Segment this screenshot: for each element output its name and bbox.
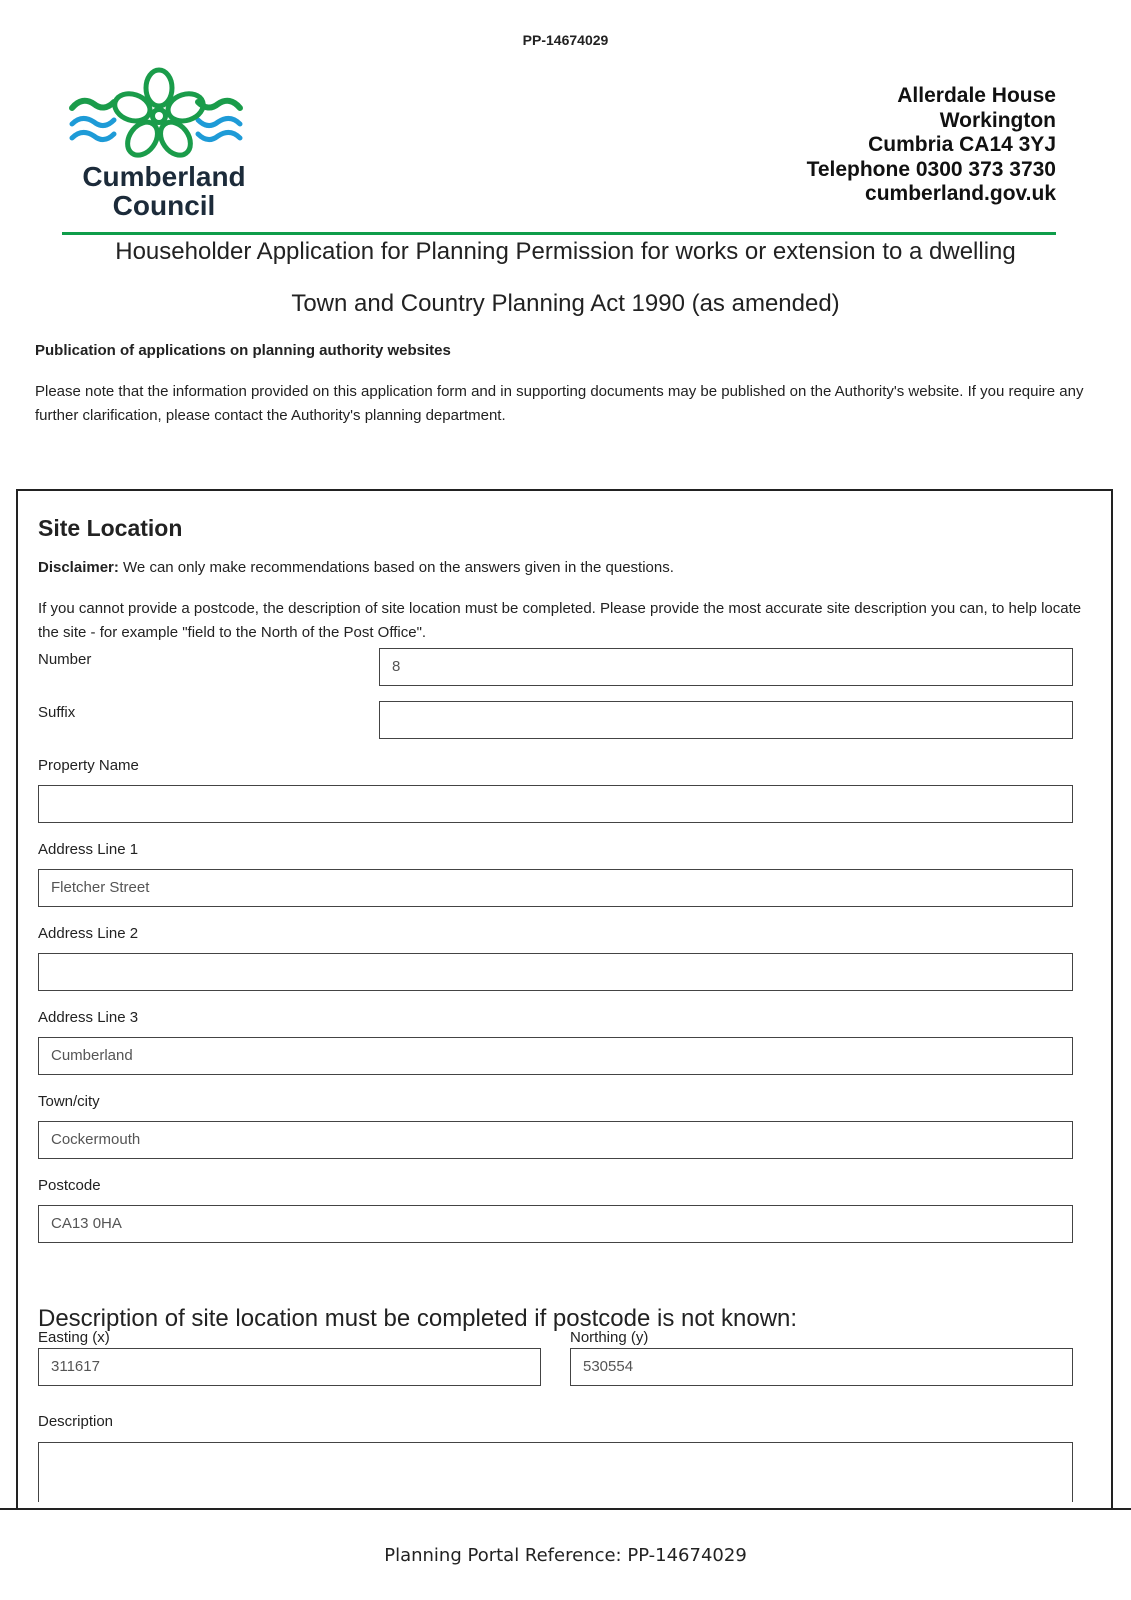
description-field[interactable] xyxy=(38,1442,1073,1502)
council-name-line1: Cumberland xyxy=(82,161,246,192)
description-heading: Description of site location must be completed if postcode is not known: xyxy=(38,1305,798,1332)
page-title: Householder Application for Planning Permission for works or extension to a dwelling xyxy=(115,238,1016,265)
instruction-text: If you cannot provide a postcode, the description of site location must be completed. Please provide the most accurate site description you can, to help locate the site - for example "field to the North of the Post Office". xyxy=(38,600,1082,641)
document-reference: PP-14674029 xyxy=(522,32,609,48)
address-line3-field[interactable]: Cumberland xyxy=(38,1037,1073,1075)
northing-field[interactable]: 530554 xyxy=(570,1348,1073,1386)
town-city-label: Town/city xyxy=(38,1093,100,1110)
suffix-label: Suffix xyxy=(38,704,76,721)
property-name-label: Property Name xyxy=(38,757,139,774)
easting-label: Easting (x) xyxy=(38,1329,110,1346)
flower-waves-logo-icon xyxy=(64,66,264,166)
council-address xyxy=(807,84,1056,207)
postcode-label: Postcode xyxy=(38,1177,101,1194)
address-line3: Cumbria CA14 3YJ xyxy=(868,133,1056,156)
easting-field[interactable]: 311617 xyxy=(38,1348,541,1386)
address-line2-field[interactable] xyxy=(38,953,1073,991)
address-telephone: Telephone 0300 373 3730 xyxy=(806,157,1056,181)
publication-text: Please note that the information provided on this application form and in supporting documents may be published on the Authority's website. If you require any further clarification, please contact the Authority's planning department. xyxy=(35,383,1084,424)
footer-reference: Planning Portal Reference: PP-14674029 xyxy=(384,1545,747,1566)
address-line1-field[interactable]: Fletcher Street xyxy=(38,869,1073,907)
address-line1-label: Address Line 1 xyxy=(38,841,139,858)
address-line2-label: Address Line 2 xyxy=(38,925,139,942)
town-city-field[interactable]: Cockermouth xyxy=(38,1121,1073,1159)
page-bottom-divider xyxy=(0,1508,1131,1510)
suffix-field[interactable] xyxy=(379,701,1073,739)
section-title: Site Location xyxy=(38,515,183,541)
property-name-field[interactable] xyxy=(38,785,1073,823)
disclaimer xyxy=(38,559,674,576)
council-name-line2: Council xyxy=(112,190,216,221)
disclaimer-label: Disclaimer: xyxy=(38,559,119,576)
site-location-section xyxy=(16,489,1113,1509)
description-label: Description xyxy=(38,1413,114,1430)
council-logo xyxy=(64,66,264,226)
address-line1: Allerdale House xyxy=(897,84,1056,107)
disclaimer-text: We can only make recommendations based on the answers given in the questions. xyxy=(118,559,674,576)
address-website: cumberland.gov.uk xyxy=(865,182,1056,205)
northing-label: Northing (y) xyxy=(570,1329,649,1346)
page-subtitle: Town and Country Planning Act 1990 (as amended) xyxy=(291,290,840,317)
publication-heading: Publication of applications on planning authority websites xyxy=(35,342,451,359)
postcode-field[interactable]: CA13 0HA xyxy=(38,1205,1073,1243)
number-label: Number xyxy=(38,651,92,668)
header-divider xyxy=(62,232,1056,235)
number-field[interactable]: 8 xyxy=(379,648,1073,686)
address-line3-label: Address Line 3 xyxy=(38,1009,139,1026)
address-line2: Workington xyxy=(939,108,1056,132)
council-name xyxy=(64,162,264,220)
